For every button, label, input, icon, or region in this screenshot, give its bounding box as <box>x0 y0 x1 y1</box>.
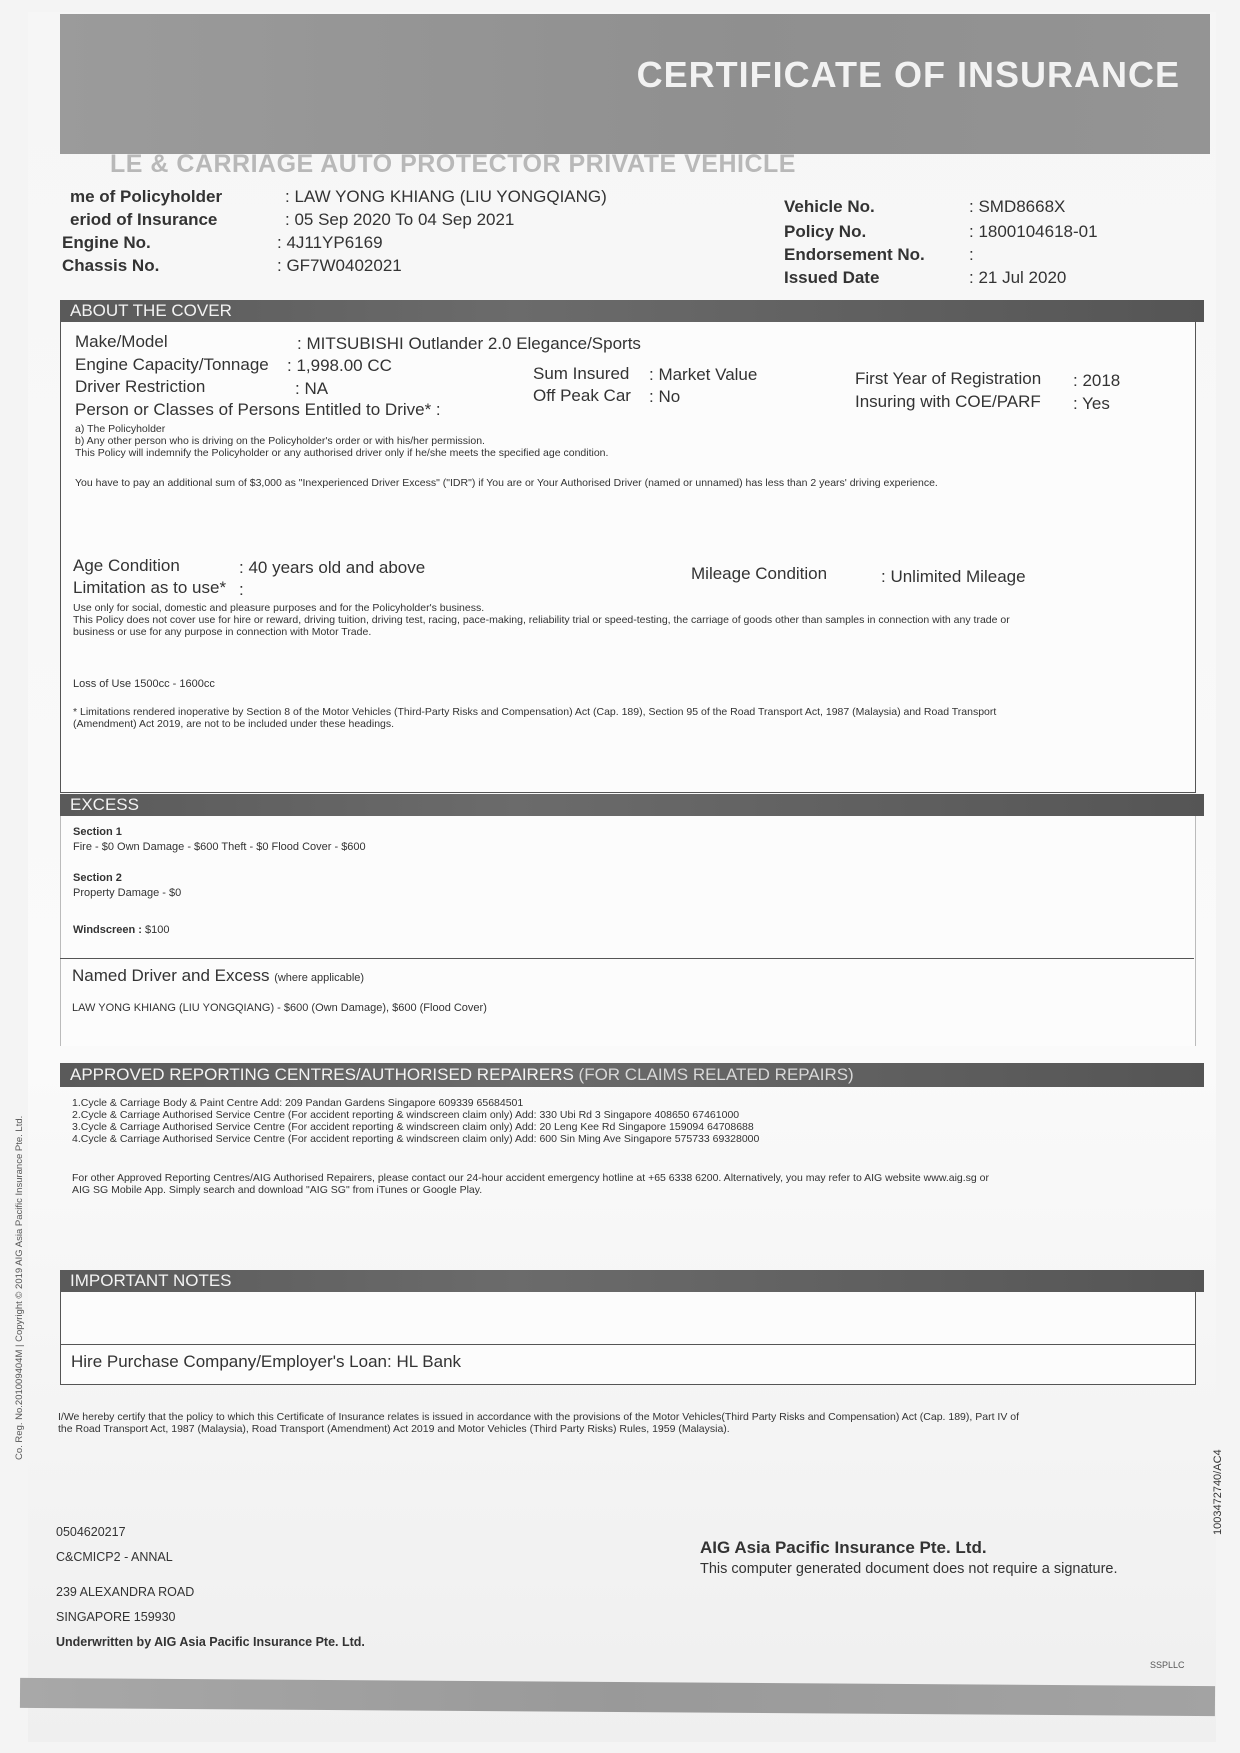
repairers-other-line: AIG SG Mobile App. Simply search and download "AIG SG" from iTunes or Google Play. <box>72 1184 483 1196</box>
repairers-other-line: For other Approved Reporting Centres/AIG Authorised Repairers, please contact our 24-hour accident emergency hotline at +65 6338 6200. Alternatively, you may refer to AIG website www.aig.sg or <box>72 1172 990 1184</box>
limitation-label: Limitation as to use* <box>73 578 227 597</box>
about-cover-section <box>60 322 1196 793</box>
certification-line: I/We hereby certify that the policy to which this Certificate of Insurance relates is issued in accordance with the provisions of the Motor Vehicles(Third Party Risks and Compensation) Act (Cap. 189), Part IV of <box>58 1411 1019 1423</box>
excess-header: EXCESS <box>60 794 1204 816</box>
driver-restriction-label: Driver Restriction <box>75 377 206 396</box>
coe-parf-label: Insuring with COE/PARF <box>855 392 1041 411</box>
mileage-condition-label: Mileage Condition <box>691 564 828 583</box>
certification-line: the Road Transport Act, 1987 (Malaysia), Road Transport (Amendment) Act 2019 and Motor Vehicles (Third Party Risks) Rules, 1959 (Malaysia). <box>58 1423 730 1435</box>
repairers-header: APPROVED REPORTING CENTRES/AUTHORISED REPAIRERS (FOR CLAIMS RELATED REPAIRS) <box>60 1063 1204 1087</box>
persons-entitled-label: Person or Classes of Persons Entitled to Drive* : <box>75 400 441 419</box>
policyholder-name-field: me of Policyholder : LAW YONG KHIANG (LIU YONGQIANG) <box>70 187 607 206</box>
sum-insured-value: : Market Value <box>649 365 758 384</box>
header-banner <box>60 14 1210 154</box>
coe-parf-value: : Yes <box>1073 394 1110 413</box>
idr-note: You have to pay an additional sum of $3,000 as "Inexperienced Driver Excess" ("IDR") if You are or Your Authorised Driver (named or unnamed) has less than 2 years' driving experience. <box>75 477 938 489</box>
section2-value: Property Damage - $0 <box>73 887 182 899</box>
repairer-item: 1.Cycle & Carriage Body & Paint Centre Add: 209 Pandan Gardens Singapore 609339 65684501 <box>72 1097 524 1109</box>
off-peak-label: Off Peak Car <box>533 386 631 405</box>
underwritten-by: Underwritten by AIG Asia Pacific Insurance Pte. Ltd. <box>56 1635 365 1649</box>
hire-purchase-field: Hire Purchase Company/Employer's Loan: HL Bank <box>71 1352 462 1371</box>
footnote-line: * Limitations rendered inoperative by Section 8 of the Motor Vehicles (Third-Party Risks and Compensation) Act (Cap. 189), Section 95 of the Road Transport Act, 1987 (Malaysia) and Road Transport <box>73 706 997 718</box>
mileage-condition-value: : Unlimited Mileage <box>881 567 1026 586</box>
make-model-value: : MITSUBISHI Outlander 2.0 Elegance/Sports <box>297 334 641 353</box>
loss-of-use: Loss of Use 1500cc - 1600cc <box>73 678 215 690</box>
off-peak-value: : No <box>649 387 681 406</box>
sum-insured-label: Sum Insured <box>533 364 630 383</box>
agent-code: 0504620217 <box>56 1525 126 1539</box>
repairer-item: 2.Cycle & Carriage Authorised Service Centre (For accident reporting & windscreen claim only) Add: 330 Ubi Rd 3 Singapore 408650 67461000 <box>72 1109 740 1121</box>
section1-value: Fire - $0 Own Damage - $600 Theft - $0 Flood Cover - $600 <box>73 841 366 853</box>
company-name: AIG Asia Pacific Insurance Pte. Ltd. <box>700 1538 987 1557</box>
signature-note: This computer generated document does not require a signature. <box>700 1561 1118 1577</box>
product-title: LE & CARRIAGE AUTO PROTECTOR PRIVATE VEHICLE <box>110 150 796 178</box>
section1-label: Section 1 <box>73 826 122 838</box>
issued-date-field: Issued Date : 21 Jul 2020 <box>784 268 1067 287</box>
engine-no-field: Engine No. : 4J11YP6169 <box>62 233 383 252</box>
limitation-value: : <box>239 580 244 599</box>
section2-label: Section 2 <box>73 872 122 884</box>
age-condition-label: Age Condition <box>73 556 180 575</box>
agent-name: C&CMICP2 - ANNAL <box>56 1550 173 1564</box>
persons-entitled-line: b) Any other person who is driving on the Policyholder's order or with his/her permission. <box>75 435 485 447</box>
period-of-insurance-field: eriod of Insurance : 05 Sep 2020 To 04 Sep 2021 <box>70 210 515 229</box>
persons-entitled-line: a) The Policyholder <box>75 423 166 435</box>
first-registration-label: First Year of Registration <box>855 369 1042 388</box>
limitation-line: business or use for any purpose in connection with Motor Trade. <box>73 626 372 638</box>
important-notes-header: IMPORTANT NOTES <box>60 1270 1204 1292</box>
windscreen-field: Windscreen : $100 <box>73 924 170 936</box>
repairer-item: 3.Cycle & Carriage Authorised Service Centre (For accident reporting & windscreen claim only) Add: 20 Leng Kee Rd Singapore 159094 64708688 <box>72 1121 754 1133</box>
engine-capacity-value: : 1,998.00 CC <box>287 356 392 375</box>
document-title: CERTIFICATE OF INSURANCE <box>636 54 1180 95</box>
limitation-line: This Policy does not cover use for hire or reward, driving tuition, driving test, racing, pace-making, reliability trial or speed-testing, the carriage of goods other than samples in connection with any trade or <box>73 614 1010 626</box>
about-cover-header: ABOUT THE COVER <box>60 300 1204 322</box>
important-notes-section <box>60 1292 1196 1385</box>
policy-no-field: Policy No. : 1800104618-01 <box>784 222 1098 241</box>
reference-number: 1003472740/AC4 <box>1212 1449 1224 1535</box>
divider <box>61 1344 1195 1345</box>
address-line1: 239 ALEXANDRA ROAD <box>56 1585 195 1599</box>
document-code: SSPLLC <box>1150 1660 1185 1670</box>
limitation-line: Use only for social, domestic and pleasure purposes and for the Policyholder's business. <box>73 602 485 614</box>
address-line2: SINGAPORE 159930 <box>56 1610 176 1624</box>
repairer-item: 4.Cycle & Carriage Authorised Service Centre (For accident reporting & windscreen claim only) Add: 600 Sin Ming Ave Singapore 575733 69328000 <box>72 1133 760 1145</box>
endorsement-no-field: Endorsement No. : <box>784 245 974 264</box>
first-registration-value: : 2018 <box>1073 371 1121 390</box>
engine-capacity-label: Engine Capacity/Tonnage <box>75 355 269 374</box>
age-condition-value: : 40 years old and above <box>239 558 426 577</box>
driver-restriction-value: : NA <box>295 379 329 398</box>
vehicle-no-field: Vehicle No. : SMD8668X <box>784 197 1066 216</box>
chassis-no-field: Chassis No. : GF7W0402021 <box>62 256 402 275</box>
divider <box>60 958 1194 959</box>
persons-entitled-line: This Policy will indemnify the Policyholder or any authorised driver only if he/she meets the specified age condition. <box>75 447 609 459</box>
named-driver-value: LAW YONG KHIANG (LIU YONGQIANG) - $600 (Own Damage), $600 (Flood Cover) <box>72 1002 487 1014</box>
footnote-line: (Amendment) Act 2019, are not to be included under these headings. <box>73 718 395 730</box>
company-registration-text: Co. Reg. No.201009404M | Copyright © 2019 AIG Asia Pacific Insurance Pte. Ltd. <box>14 1115 25 1460</box>
make-model-label: Make/Model <box>75 332 168 351</box>
named-driver-title: Named Driver and Excess (where applicable) <box>72 966 365 985</box>
